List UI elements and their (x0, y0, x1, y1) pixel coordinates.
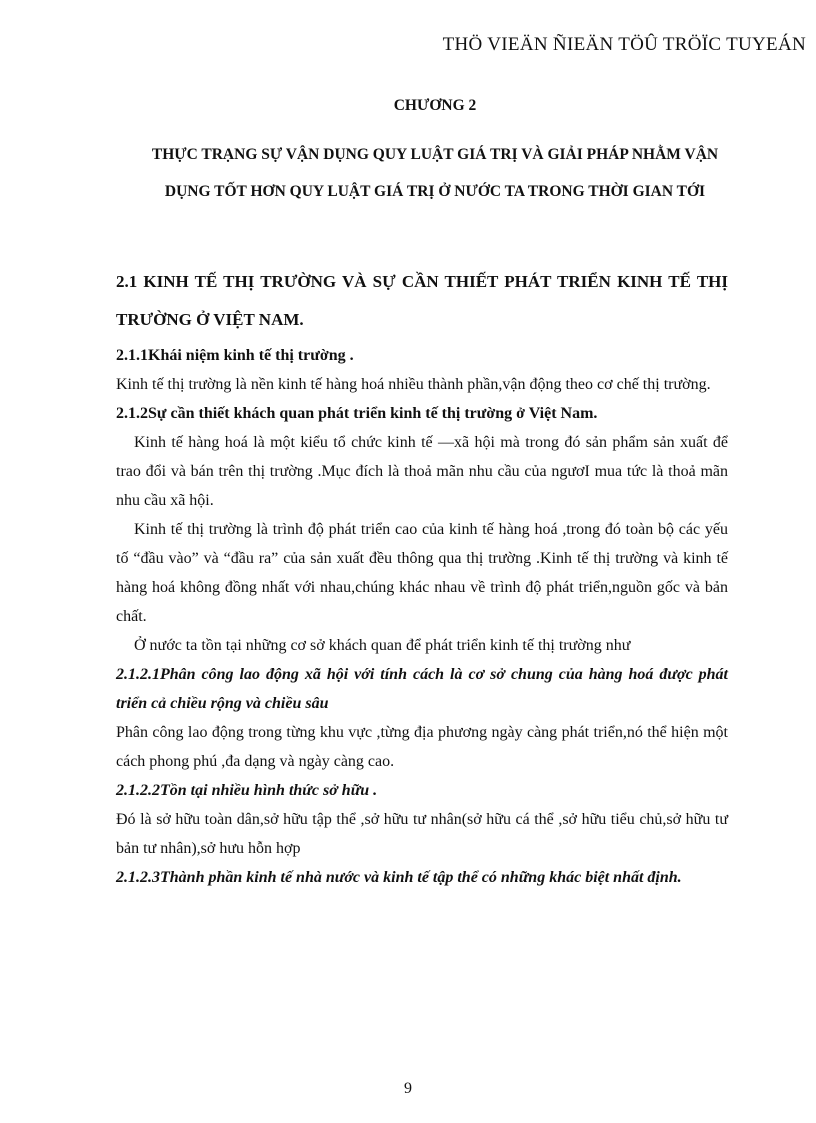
section-heading-2-1-2-3: 2.1.2.3Thành phần kinh tế nhà nước và kinh tế tập thể có những khác biệt nhất định. (116, 869, 682, 886)
chapter-number: CHƯƠNG 2 (393, 97, 477, 114)
section-heading-2-1-1: 2.1.1Khái niệm kinh tế thị trường . (116, 347, 354, 364)
page-body (116, 263, 728, 892)
running-header: THÖ VIEÄN ÑIEÄN TÖÛ TRÖÏC TUYEÁN (442, 34, 806, 55)
section-heading-2-1-2-1: 2.1.2.1Phân công lao động xã hội với tính cách là cơ sở chung của hàng hoá được phát triển cả chiều rộng và chiều sâu (116, 666, 728, 712)
page-number: 9 (404, 1080, 412, 1097)
section-heading-2-1-2-2: 2.1.2.2Tồn tại nhiều hình thức sở hữu . (116, 782, 378, 799)
paragraph: Đó là sở hữu toàn dân,sở hữu tập thể ,sở hữu tư nhân(sở hữu cá thể ,sở hữu tiểu chủ,sở hữu tư bản tư nhân),sở hưu hỗn hợp (116, 811, 728, 857)
chapter-title: THỰC TRẠNG SỰ VẬN DỤNG QUY LUẬT GIÁ TRỊ VÀ GIẢI PHÁP NHẰM VẬN DỤNG TỐT HƠN QUY LUẬT GIÁ TRỊ Ở NƯỚC TA TRONG THỜI GIAN TỚI (151, 146, 719, 200)
paragraph: Kinh tế thị trường là nền kinh tế hàng hoá nhiều thành phần,vận động theo cơ chế thị trường. (116, 376, 711, 393)
paragraph: Kinh tế hàng hoá là một kiểu tổ chức kinh tế —xã hội mà trong đó sản phẩm sản xuất để trao đổi và bán trên thị trường .Mục đích là thoả mãn nhu cầu của ngươI mua tức là thoả mãn nhu cầu xã hội. (116, 434, 728, 509)
chapter-heading (130, 96, 740, 210)
paragraph: Phân công lao động trong từng khu vực ,từng địa phương ngày càng phát triển,nó thể hiện một cách phong phú ,đa dạng và ngày càng cao. (116, 724, 728, 770)
section-heading-2-1: 2.1 KINH TẾ THỊ TRƯỜNG VÀ SỰ CẦN THIẾT PHÁT TRIỂN KINH TẾ THỊ TRƯỜNG Ở VIỆT NAM. (116, 272, 728, 329)
paragraph: Kinh tế thị trường là trình độ phát triển cao của kinh tế hàng hoá ,trong đó toàn bộ các yếu tố “đầu vào” và “đầu ra” của sản xuất đều thông qua thị trường .Kinh tế thị trường và kinh tế hàng hoá không đồng nhất với nhau,chúng khác nhau về trình độ phát triển,nguồn gốc và bản chất. (116, 521, 728, 625)
section-heading-2-1-2: 2.1.2Sự cần thiết khách quan phát triển kinh tế thị trường ở Việt Nam. (116, 405, 598, 422)
paragraph: Ở nước ta tồn tại những cơ sở khách quan để phát triển kinh tế thị trường như (134, 637, 631, 654)
